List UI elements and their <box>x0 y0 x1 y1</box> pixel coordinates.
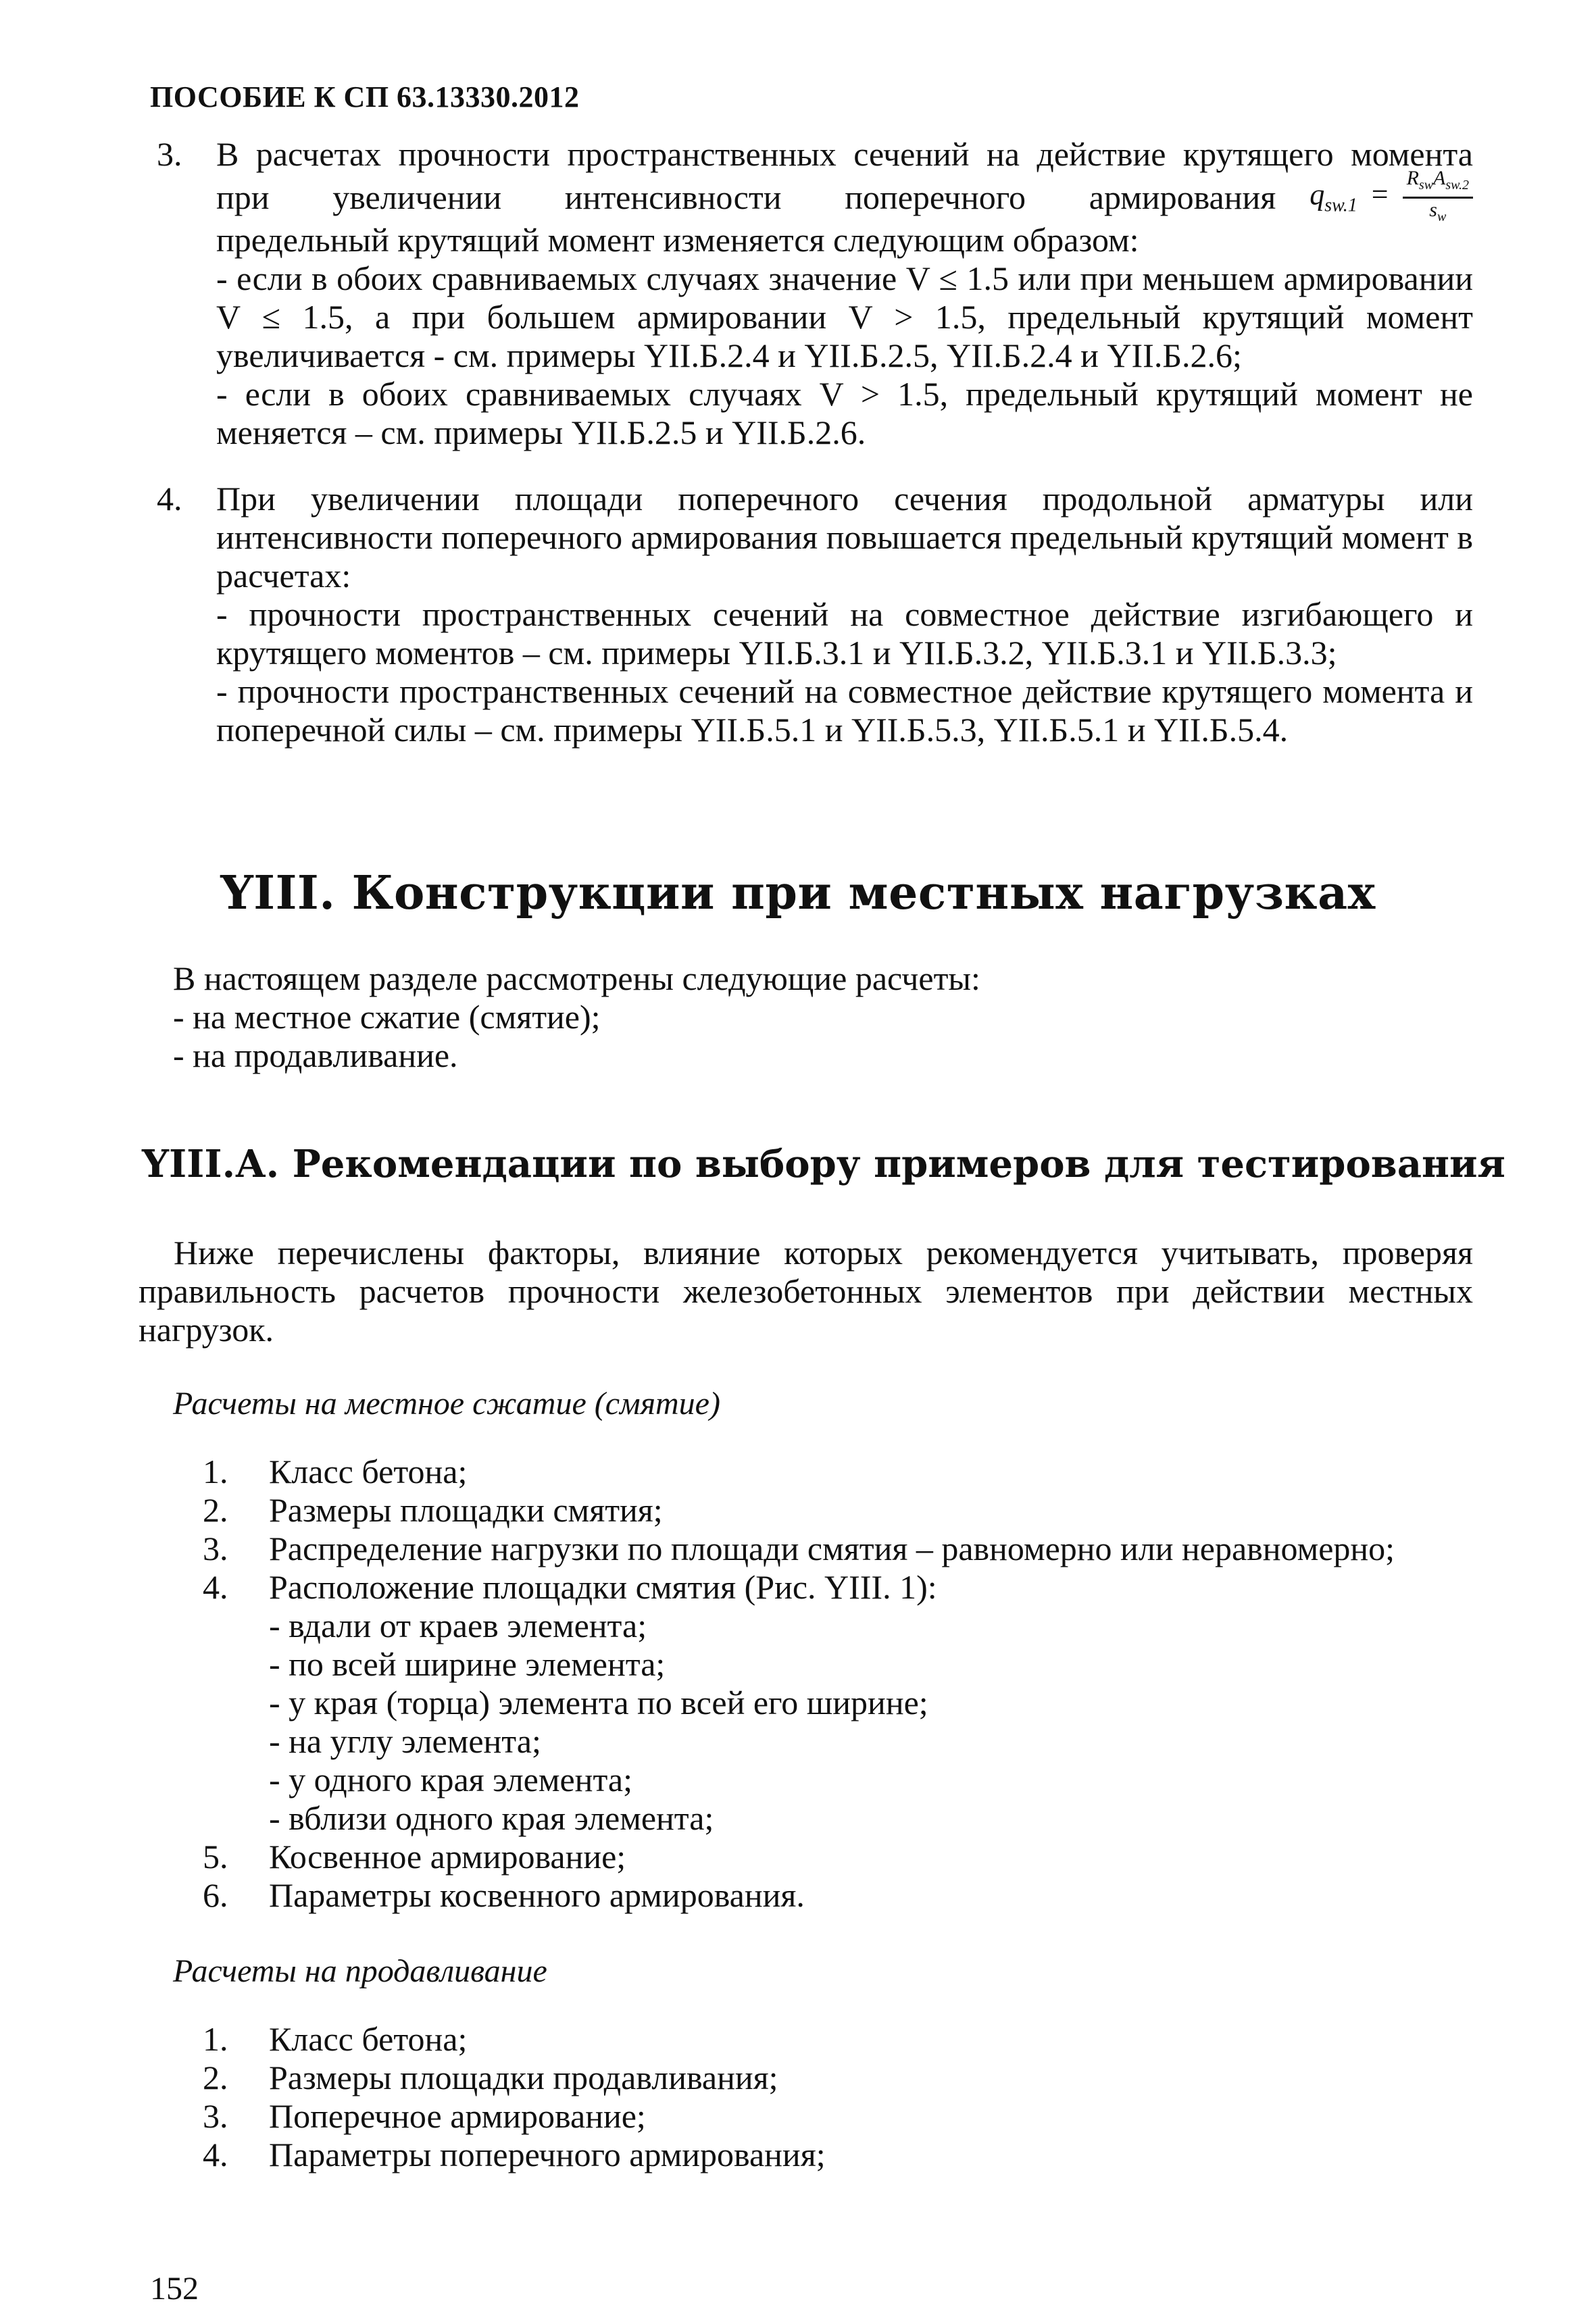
item3-bullet1: - если в обоих сравниваемых случаях значение V ≤ 1.5 или при меньшем армировании V ≤ 1.5, а при большем армировании V > 1.5, предельный крутящий момент увеличивается - см. примеры YII.Б.2.4 и YII.Б.2.5, YII.Б.2.4 и YII.Б.2.6; <box>216 259 1473 374</box>
item-number: 4. <box>157 480 182 518</box>
subsection-title: YIII.А. Рекомендации по выбору примеров для тестирования <box>142 1142 1505 1186</box>
formula-fraction: $\frac{R_{sw}A_{sw.2}}{s_w}$ <box>1403 167 1473 228</box>
intro-line: - на местное сжатие (смятие); <box>173 998 601 1036</box>
running-header: ПОСОБИЕ К СП 63.13330.2012 <box>150 80 580 114</box>
list-item-4 <box>157 480 1473 749</box>
list-item: 4. Параметры поперечного армирования; <box>203 2136 826 2173</box>
item3-line3: предельный крутящий момент изменяется следующим образом: <box>216 221 1139 259</box>
formula-qsw1: $q_{sw.1}$ = $\frac{R_{sw}A_{sw.2}}{s_w}$ <box>1310 167 1473 228</box>
punching-list <box>203 2020 826 2174</box>
page-number: 152 <box>150 2271 199 2307</box>
item3-bullet2: - если в обоих сравниваемых случаях V > 1.5, предельный крутящий момент не меняется – см. примеры YII.Б.2.5 и YII.Б.2.6. <box>216 375 1473 451</box>
list-item: 1. Класс бетона; <box>203 2020 468 2058</box>
sub-item: - по всей ширине элемента; <box>269 1645 666 1683</box>
compression-heading: Расчеты на местное сжатие (смятие) <box>173 1386 720 1422</box>
list-item-3 <box>157 135 1473 452</box>
punching-heading: Расчеты на продавливание <box>173 1953 547 1989</box>
item4-bullet2: - прочности пространственных сечений на совместное действие крутящего момента и поперечной силы – см. примеры YII.Б.5.1 и YII.Б.5.3, YII.Б.5.1 и YII.Б.5.4. <box>216 672 1473 749</box>
intro-line: В настоящем разделе рассмотрены следующие расчеты: <box>173 959 980 997</box>
list-item: 6. Параметры косвенного армирования. <box>203 1876 805 1914</box>
list-item: 5. Косвенное армирование; <box>203 1838 626 1876</box>
sub-item: - вдали от краев элемента; <box>269 1607 647 1644</box>
sub-item: - у одного края элемента; <box>269 1761 632 1799</box>
list-item: 4. Расположение площадки смятия (Рис. YIII. 1): <box>203 1568 937 1606</box>
list-item: 3. Поперечное армирование; <box>203 2097 646 2135</box>
sub-item: - вблизи одного края элемента; <box>269 1799 714 1837</box>
item4-bullet1: - прочности пространственных сечений на совместное действие изгибающего и крутящего моментов – см. примеры YII.Б.3.1 и YII.Б.3.2, YII.Б.3.1 и YII.Б.3.3; <box>216 595 1473 672</box>
section-intro <box>173 959 980 1075</box>
sub-item: - на углу элемента; <box>269 1722 541 1760</box>
item4-text: При увеличении площади поперечного сечения продольной арматуры или интенсивности поперечного армирования повышается предельный крутящий момент в расчетах: <box>216 480 1473 595</box>
sub-item: - у края (торца) элемента по всей его ширине; <box>269 1684 928 1721</box>
list-item: 3. Распределение нагрузки по площади смятия – равномерно или неравномерно; <box>203 1530 1395 1567</box>
intro-line: - на продавливание. <box>173 1036 458 1074</box>
list-item: 2. Размеры площадки смятия; <box>203 1491 663 1529</box>
list-item: 1. Класс бетона; <box>203 1453 468 1490</box>
item3-line2: при увеличении интенсивности поперечного армирования <box>216 178 1276 216</box>
item-number: 3. <box>157 135 182 173</box>
item3-line1: В расчетах прочности пространственных сечений на действие крутящего момента <box>216 135 1473 173</box>
list-item: 2. Размеры площадки продавливания; <box>203 2059 778 2096</box>
section-title: YIII. Конструкции при местных нагрузках <box>220 866 1376 920</box>
compression-list <box>203 1453 1395 1915</box>
factors-paragraph: Ниже перечислены факторы, влияние которых рекомендуется учитывать, проверяя правильность расчетов прочности железобетонных элементов при действии местных нагрузок. <box>139 1234 1473 1349</box>
